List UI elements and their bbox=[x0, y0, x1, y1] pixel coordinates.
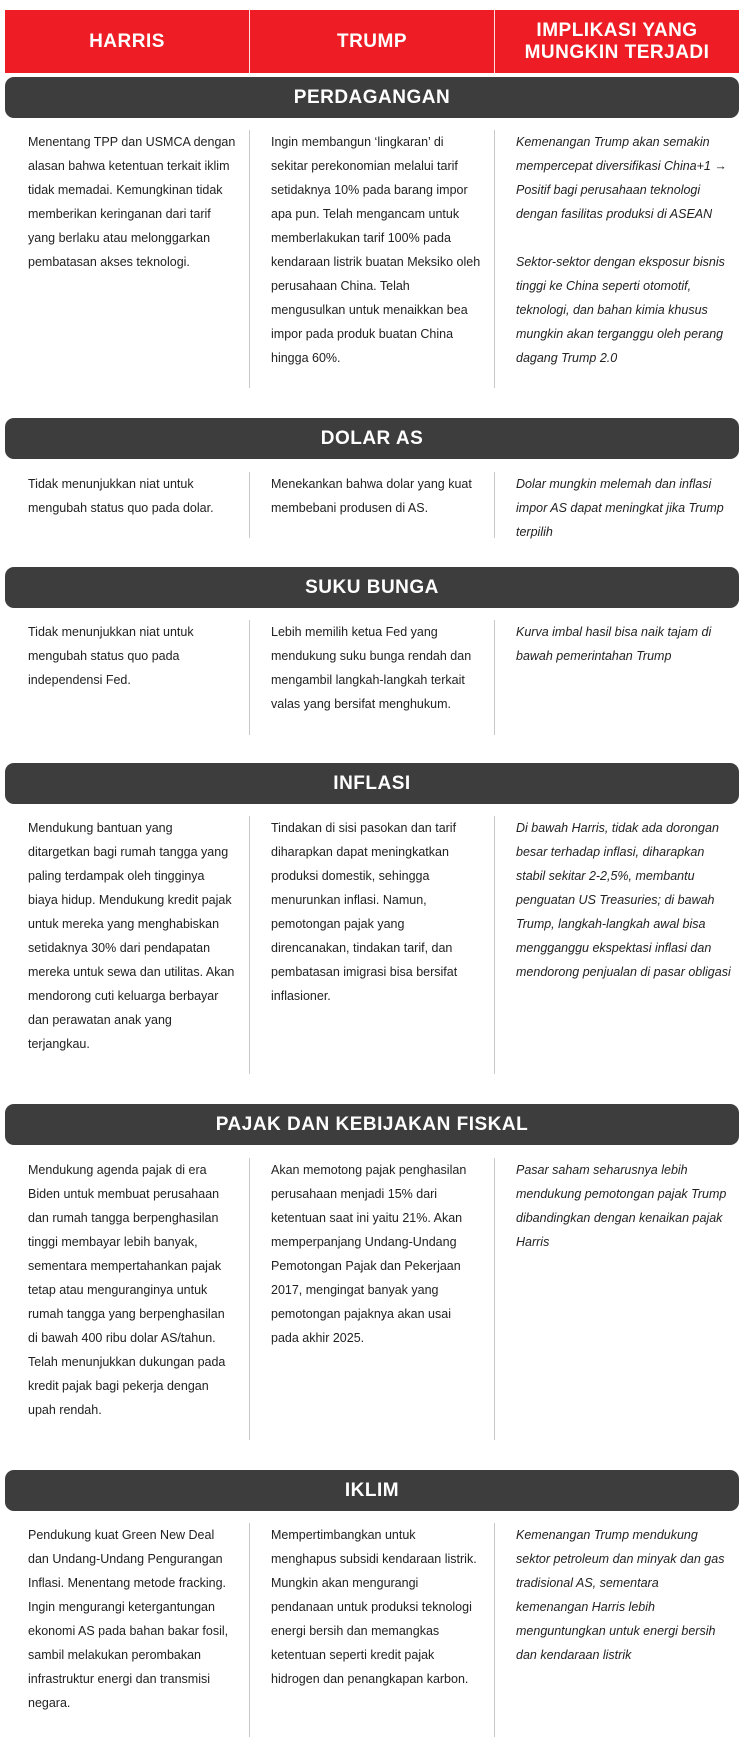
trump-text: Lebih memilih ketua Fed yang mendukung suku bunga rendah dan mengambil langkah-langkah terkait valas yang bersifat menghukum. bbox=[271, 625, 472, 711]
trump-column bbox=[249, 1158, 494, 1440]
section-inflation bbox=[5, 816, 739, 1074]
trump-column bbox=[249, 816, 494, 1074]
harris-text: Tidak menunjukkan niat untuk mengubah status quo pada dolar. bbox=[28, 477, 214, 515]
trump-text: Akan memotong pajak penghasilan perusahaan menjadi 15% dari ketentuan saat ini yaitu 21%. Akan memperpanjang Undang-Undang Pemotongan Pajak dan Pekerjaan 2017, mengingat banyak yang pemotongan pajaknya akan usai pada akhir 2025. bbox=[271, 1163, 467, 1345]
harris-column bbox=[5, 472, 249, 538]
header-trump: TRUMP bbox=[250, 10, 495, 73]
implication-text: Di bawah Harris, tidak ada dorongan besar terhadap inflasi, diharapkan stabil sekitar 2-2,5%, membantu penguatan US Treasuries; di bawah Trump, langkah-langkah awal bisa mengganggu ekspektasi inflasi dan mendorong penjualan di pasar obligasi bbox=[516, 821, 731, 979]
implication-text: Dolar mungkin melemah dan inflasi impor AS dapat meningkat jika Trump terpilih bbox=[516, 477, 724, 539]
header-harris: HARRIS bbox=[5, 10, 250, 73]
implication-column bbox=[494, 472, 739, 538]
section-title-inflation: INFLASI bbox=[5, 763, 739, 804]
implication-column bbox=[494, 620, 739, 735]
section-title-trade: PERDAGANGAN bbox=[5, 77, 739, 118]
implication-text: Kemenangan Trump mendukung sektor petroleum dan minyak dan gas tradisional AS, sementara kemenangan Harris lebih menguntungkan untuk energi bersih dan kendaraan listrik bbox=[516, 1528, 725, 1662]
harris-text: Pendukung kuat Green New Deal dan Undang-Undang Pengurangan Inflasi. Menentang metode fracking. Ingin mengurangi ketergantungan ekonomi AS pada bahan bakar fosil, sambil melakukan perombakan infrastruktur energi dan transmisi negara. bbox=[28, 1528, 229, 1710]
implication-text: Kurva imbal hasil bisa naik tajam di bawah pemerintahan Trump bbox=[516, 625, 712, 663]
section-title-tax-fiscal: PAJAK DAN KEBIJAKAN FISKAL bbox=[5, 1104, 739, 1145]
harris-text: Tidak menunjukkan niat untuk mengubah status quo pada independensi Fed. bbox=[28, 625, 194, 687]
section-trade bbox=[5, 130, 739, 388]
section-title-climate: IKLIM bbox=[5, 1470, 739, 1511]
harris-text: Mendukung bantuan yang ditargetkan bagi rumah tangga yang paling terdampak oleh tingginya biaya hidup. Mendukung kredit pajak untuk mereka yang menghabiskan setidaknya 30% dari pendapatan mereka untuk sewa dan utilitas. Akan mendorong cuti keluarga berbayar dan perawatan anak yang terjangkau. bbox=[28, 821, 235, 1051]
implication-column bbox=[494, 1523, 739, 1737]
trump-column bbox=[249, 472, 494, 538]
harris-column bbox=[5, 1523, 249, 1737]
section-title-usd: DOLAR AS bbox=[5, 418, 739, 459]
trump-text: Ingin membangun ‘lingkaran’ di sekitar perekonomian melalui tarif setidaknya 10% pada barang impor apa pun. Telah mengancam untuk memberlakukan tarif 100% pada kendaraan listrik buatan Meksiko oleh perusahaan China. Telah mengusulkan untuk menaikkan bea impor pada produk buatan China hingga 60%. bbox=[271, 135, 481, 365]
harris-column bbox=[5, 620, 249, 735]
trump-text: Mempertimbangkan untuk menghapus subsidi kendaraan listrik. Mungkin akan mengurangi pendanaan untuk produksi teknologi energi bersih dan memangkas ketentuan seperti kredit pajak hidrogen dan penangkapan karbon. bbox=[271, 1528, 477, 1686]
harris-column bbox=[5, 1158, 249, 1440]
trump-text: Tindakan di sisi pasokan dan tarif diharapkan dapat meningkatkan produksi domestik, sehingga menurunkan inflasi. Namun, pemotongan pajak yang direncanakan, tindakan tarif, dan pembatasan imigrasi bisa bersifat inflasioner. bbox=[271, 821, 458, 1003]
implication-column bbox=[494, 1158, 739, 1440]
implication-text-2: Sektor-sektor dengan eksposur bisnis tinggi ke China seperti otomotif, teknologi, dan bahan kimia khusus mungkin akan terganggu oleh perang dagang Trump 2.0 bbox=[516, 255, 725, 365]
column-header-row bbox=[5, 10, 739, 73]
harris-text: Mendukung agenda pajak di era Biden untuk membuat perusahaan dan rumah tangga berpenghasilan tinggi membayar lebih banyak, sementara mempertahankan pajak tetap atau menguranginya untuk rumah tangga yang berpenghasilan di bawah 400 ribu dolar AS/tahun. Telah menunjukkan dukungan pada kredit pajak bagi pekerja dengan upah rendah. bbox=[28, 1163, 226, 1417]
header-implication: IMPLIKASI YANG MUNGKIN TERJADI bbox=[524, 19, 710, 63]
harris-column bbox=[5, 130, 249, 388]
harris-column bbox=[5, 816, 249, 1074]
harris-text: Menentang TPP dan USMCA dengan alasan bahwa ketentuan terkait iklim tidak memadai. Kemungkinan tidak memberikan keringanan dari tarif yang berlaku atau melonggarkan pembatasan akses teknologi. bbox=[28, 135, 236, 269]
trump-column bbox=[249, 130, 494, 388]
section-usd bbox=[5, 472, 739, 538]
section-climate bbox=[5, 1523, 739, 1737]
implication-text: Pasar saham seharusnya lebih mendukung pemotongan pajak Trump dibandingkan dengan kenaikan pajak Harris bbox=[516, 1163, 727, 1249]
implication-column bbox=[494, 816, 739, 1074]
section-title-interest-rate: SUKU BUNGA bbox=[5, 567, 739, 608]
implication-column bbox=[494, 130, 739, 388]
implication-text: Kemenangan Trump akan semakin mempercepat diversifikasi China+1 → Positif bagi perusahaan teknologi dengan fasilitas produksi di ASEAN bbox=[516, 135, 727, 221]
trump-text: Menekankan bahwa dolar yang kuat membebani produsen di AS. bbox=[271, 477, 472, 515]
trump-column bbox=[249, 1523, 494, 1737]
trump-column bbox=[249, 620, 494, 735]
section-interest-rate bbox=[5, 620, 739, 735]
section-tax-fiscal bbox=[5, 1158, 739, 1440]
